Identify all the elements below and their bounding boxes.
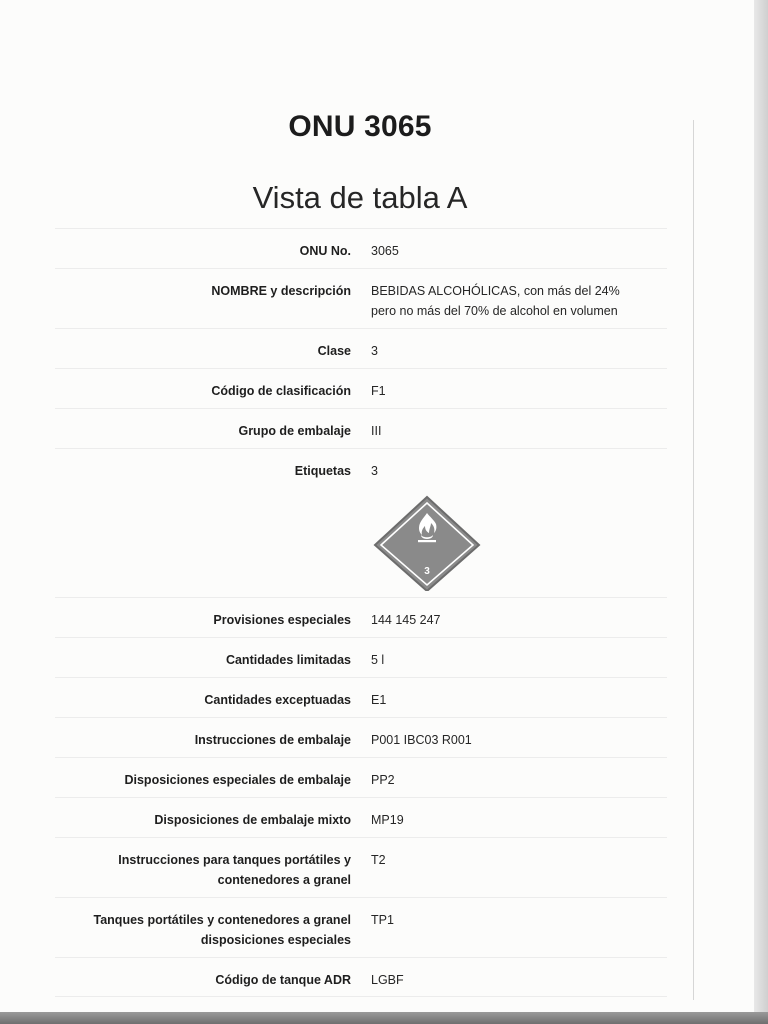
hazard-class-number: 3	[424, 566, 430, 577]
row-value: 3065	[371, 244, 399, 258]
page-subtitle: Vista de tabla A	[252, 180, 468, 215]
row-instrucciones-embalaje	[55, 717, 667, 757]
etiquetas-value: 3	[371, 464, 378, 478]
row-disposiciones-especiales-embalaje	[55, 757, 667, 797]
row-value: P001 IBC03 R001	[371, 733, 472, 747]
row-value: E1	[371, 693, 387, 707]
value-line: pero no más del 70% de alcohol en volumen	[371, 304, 618, 318]
row-label	[55, 898, 351, 957]
row-label	[55, 838, 351, 897]
label-line: Instrucciones para tanques portátiles y	[118, 853, 351, 867]
page-fold-line	[693, 120, 694, 1000]
row-label: Código de tanque ADR	[215, 973, 351, 987]
row-onu-no	[55, 228, 667, 268]
row-label: Instrucciones de embalaje	[194, 733, 351, 747]
row-label: Clase	[317, 344, 351, 358]
row-codigo-clasificacion	[55, 368, 667, 408]
row-value	[351, 449, 667, 597]
hazard-label-class-3	[373, 495, 481, 591]
row-label: Cantidades exceptuadas	[204, 693, 351, 707]
label-line: disposiciones especiales	[200, 933, 351, 947]
row-value: TP1	[371, 913, 394, 927]
row-value: LGBF	[371, 973, 404, 987]
row-label: ONU No.	[299, 244, 351, 258]
row-clase	[55, 328, 667, 368]
page-title: ONU 3065	[288, 110, 432, 143]
row-value: 3	[371, 344, 378, 358]
label-line: Tanques portátiles y contenedores a granel	[93, 913, 351, 927]
row-label: Disposiciones especiales de embalaje	[124, 773, 351, 787]
row-value: MP19	[371, 813, 404, 827]
value-line: BEBIDAS ALCOHÓLICAS, con más del 24%	[371, 284, 620, 298]
row-value	[351, 269, 667, 328]
row-cantidades-exceptuadas	[55, 677, 667, 717]
row-etiquetas	[55, 448, 667, 597]
row-disposiciones-embalaje-mixto	[55, 797, 667, 837]
scan-edge-right	[754, 0, 768, 1024]
row-cantidades-limitadas	[55, 637, 667, 677]
table-a-view	[55, 228, 667, 997]
row-value: PP2	[371, 773, 395, 787]
row-label: Etiquetas	[294, 464, 351, 478]
scan-edge-bottom	[0, 1012, 768, 1024]
row-nombre-descripcion	[55, 268, 667, 328]
row-grupo-embalaje	[55, 408, 667, 448]
row-value: III	[371, 424, 382, 438]
row-codigo-tanque-adr	[55, 957, 667, 997]
row-label: Código de clasificación	[211, 384, 351, 398]
row-value: F1	[371, 384, 386, 398]
label-line: contenedores a granel	[217, 873, 351, 887]
row-provisiones-especiales	[55, 597, 667, 637]
row-value: 5 l	[371, 653, 385, 667]
row-label: Disposiciones de embalaje mixto	[154, 813, 351, 827]
row-value: 144 145 247	[371, 613, 441, 627]
row-label: NOMBRE y descripción	[211, 284, 351, 298]
row-label: Cantidades limitadas	[225, 653, 351, 667]
row-tanques-disposiciones	[55, 897, 667, 957]
row-instrucciones-tanques	[55, 837, 667, 897]
row-label: Grupo de embalaje	[238, 424, 351, 438]
row-label: Provisiones especiales	[213, 613, 351, 627]
row-value: T2	[371, 853, 386, 867]
